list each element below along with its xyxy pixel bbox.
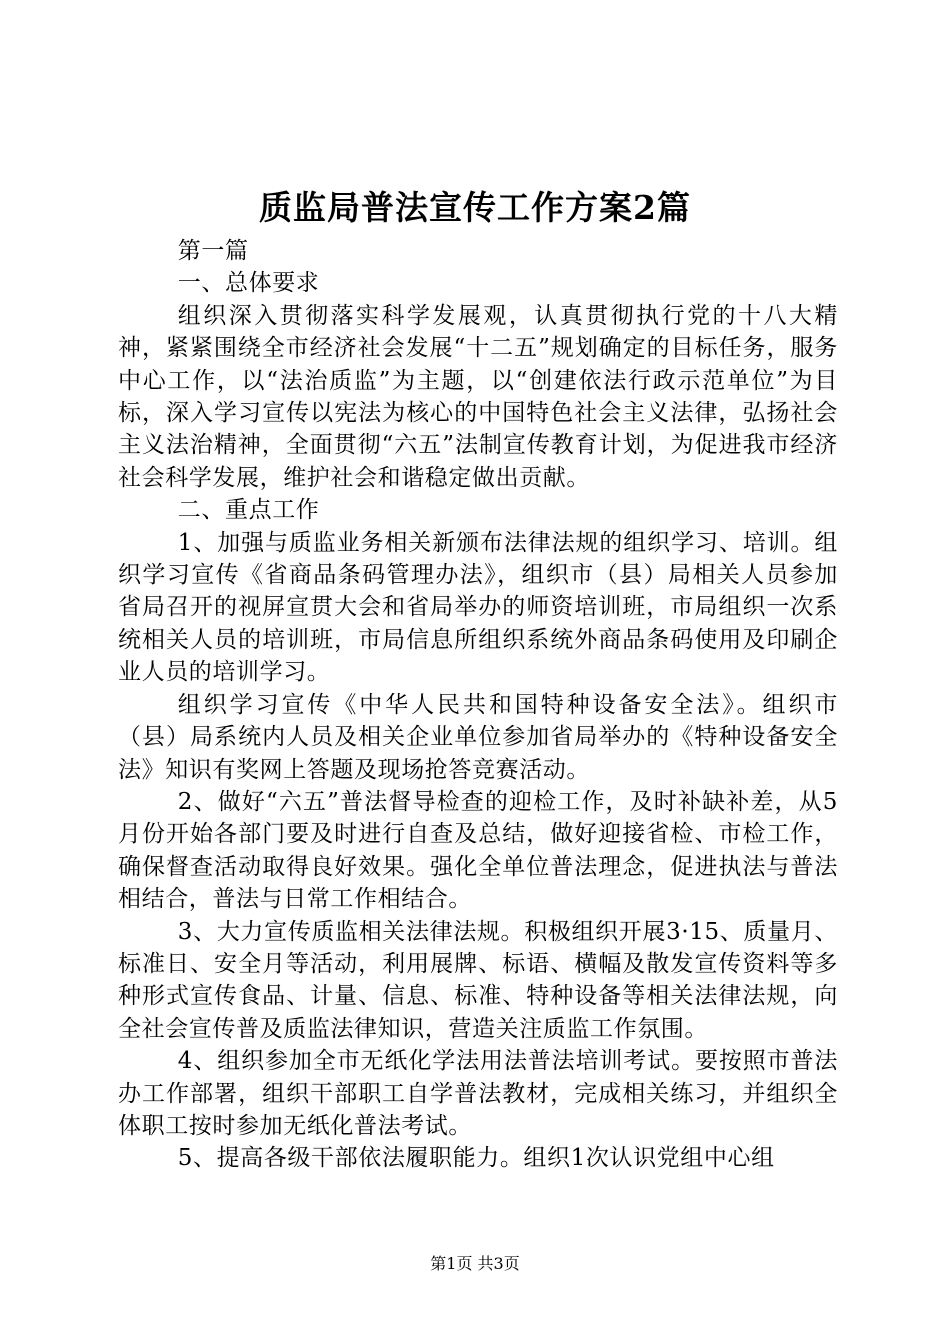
- document-title: 质监局普法宣传工作方案2篇: [259, 188, 691, 227]
- paragraph-item-1-continued: 组织学习宣传《中华人民共和国特种设备安全法》。组织市（县）局系统内人员及相关企业单位参加省局举办的《特种设备安全法》知识有奖网上答题及现场抢答竞赛活动。: [118, 691, 838, 783]
- paragraph-item-1: 1、加强与质监业务相关新颁布法律法规的组织学习、培训。组织学习宣传《省商品条码管理办法》，组织市（县）局相关人员参加省局召开的视屏宣贯大会和省局举办的师资培训班，市局组织一次系统相关人员的培训班，市局信息所组织系统外商品条码使用及印刷企业人员的培训学习。: [118, 529, 838, 686]
- paragraph-item-2: 2、做好“六五”普法督导检查的迎检工作，及时补缺补差，从5月份开始各部门要及时进行自查及总结，做好迎接省检、市检工作，确保督查活动取得良好效果。强化全单位普法理念，促进执法与普法相结合，普法与日常工作相结合。: [118, 788, 838, 913]
- paragraph-item-3: 3、大力宣传质监相关法律法规。积极组织开展3·15、质量月、标准日、安全月等活动，利用展牌、标语、横幅及散发宣传资料等多种形式宣传食品、计量、信息、标准、特种设备等相关法律法规，向全社会宣传普及质监法律知识，营造关注质监工作氛围。: [118, 918, 838, 1042]
- page-footer: 第1页 共3页: [430, 1254, 520, 1273]
- section-label: 第一篇: [177, 238, 249, 264]
- document-body: [118, 235, 838, 1175]
- paragraph-item-4: 4、组织参加全市无纸化学法用法普法培训考试。要按照市普法办工作部署，组织干部职工自学普法教材，完成相关练习，并组织全体职工按时参加无纸化普法考试。: [118, 1048, 838, 1139]
- paragraph-item-5: 5、提高各级干部依法履职能力。组织1次认识党组中心组: [177, 1145, 775, 1172]
- paragraph-overall-requirements: 组织深入贯彻落实科学发展观，认真贯彻执行党的十八大精神，紧紧围绕全市经济社会发展“十二五”规划确定的目标任务，服务中心工作，以“法治质监”为主题，以“创建依法行政示范单位”为目标，深入学习宣传以宪法为核心的中国特色社会主义法律，弘扬社会主义法治精神，全面贯彻“六五”法制宣传教育计划，为促进我市经济社会科学发展，维护社会和谐稳定做出贡献。: [118, 302, 838, 491]
- section-heading-overall: 一、总体要求: [177, 270, 320, 297]
- section-heading-key-work: 二、重点工作: [177, 497, 320, 524]
